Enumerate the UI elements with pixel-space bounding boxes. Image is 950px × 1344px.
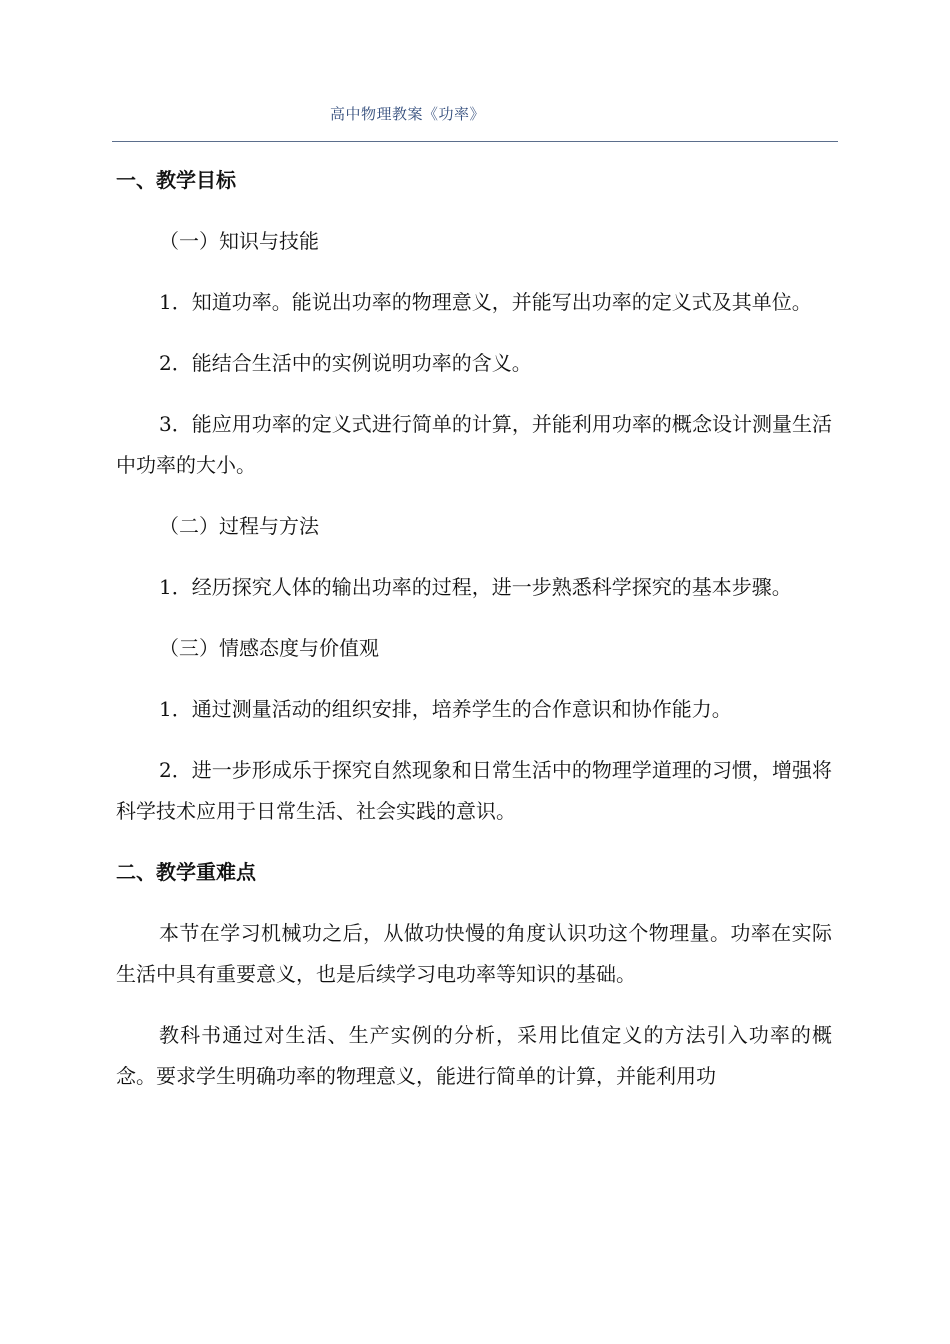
section-heading-key-difficulties: 二、教学重难点 [116, 860, 256, 884]
paragraph: 3．能应用功率的定义式进行简单的计算，并能利用功率的概念设计测量生活中功率的大小。 [116, 412, 832, 477]
header-divider [112, 141, 838, 142]
paragraph: 本节在学习机械功之后，从做功快慢的角度认识功这个物理量。功率在实际生活中具有重要意义，也是后续学习电功率等知识的基础。 [116, 921, 832, 986]
paragraph: 2．能结合生活中的实例说明功率的含义。 [159, 351, 532, 375]
paragraph: 1．知道功率。能说出功率的物理意义，并能写出功率的定义式及其单位。 [159, 290, 812, 314]
subsection-process-methods: （二）过程与方法 [159, 514, 319, 538]
paragraph: 1．通过测量活动的组织安排，培养学生的合作意识和协作能力。 [159, 697, 732, 721]
paragraph: 2．进一步形成乐于探究自然现象和日常生活中的物理学道理的习惯，增强将科学技术应用于日常生活、社会实践的意识。 [116, 758, 832, 823]
document-body [116, 160, 832, 1097]
paragraph: 教科书通过对生活、生产实例的分析，采用比值定义的方法引入功率的概念。要求学生明确功率的物理意义，能进行简单的计算，并能利用功 [116, 1023, 832, 1088]
subsection-knowledge-skills: （一）知识与技能 [159, 229, 319, 253]
header-title: 高中物理教案《功率》 [330, 105, 486, 123]
section-heading-teaching-objectives: 一、教学目标 [116, 168, 236, 192]
subsection-attitudes-values: （三）情感态度与价值观 [159, 636, 379, 660]
paragraph: 1．经历探究人体的输出功率的过程，进一步熟悉科学探究的基本步骤。 [159, 575, 792, 599]
